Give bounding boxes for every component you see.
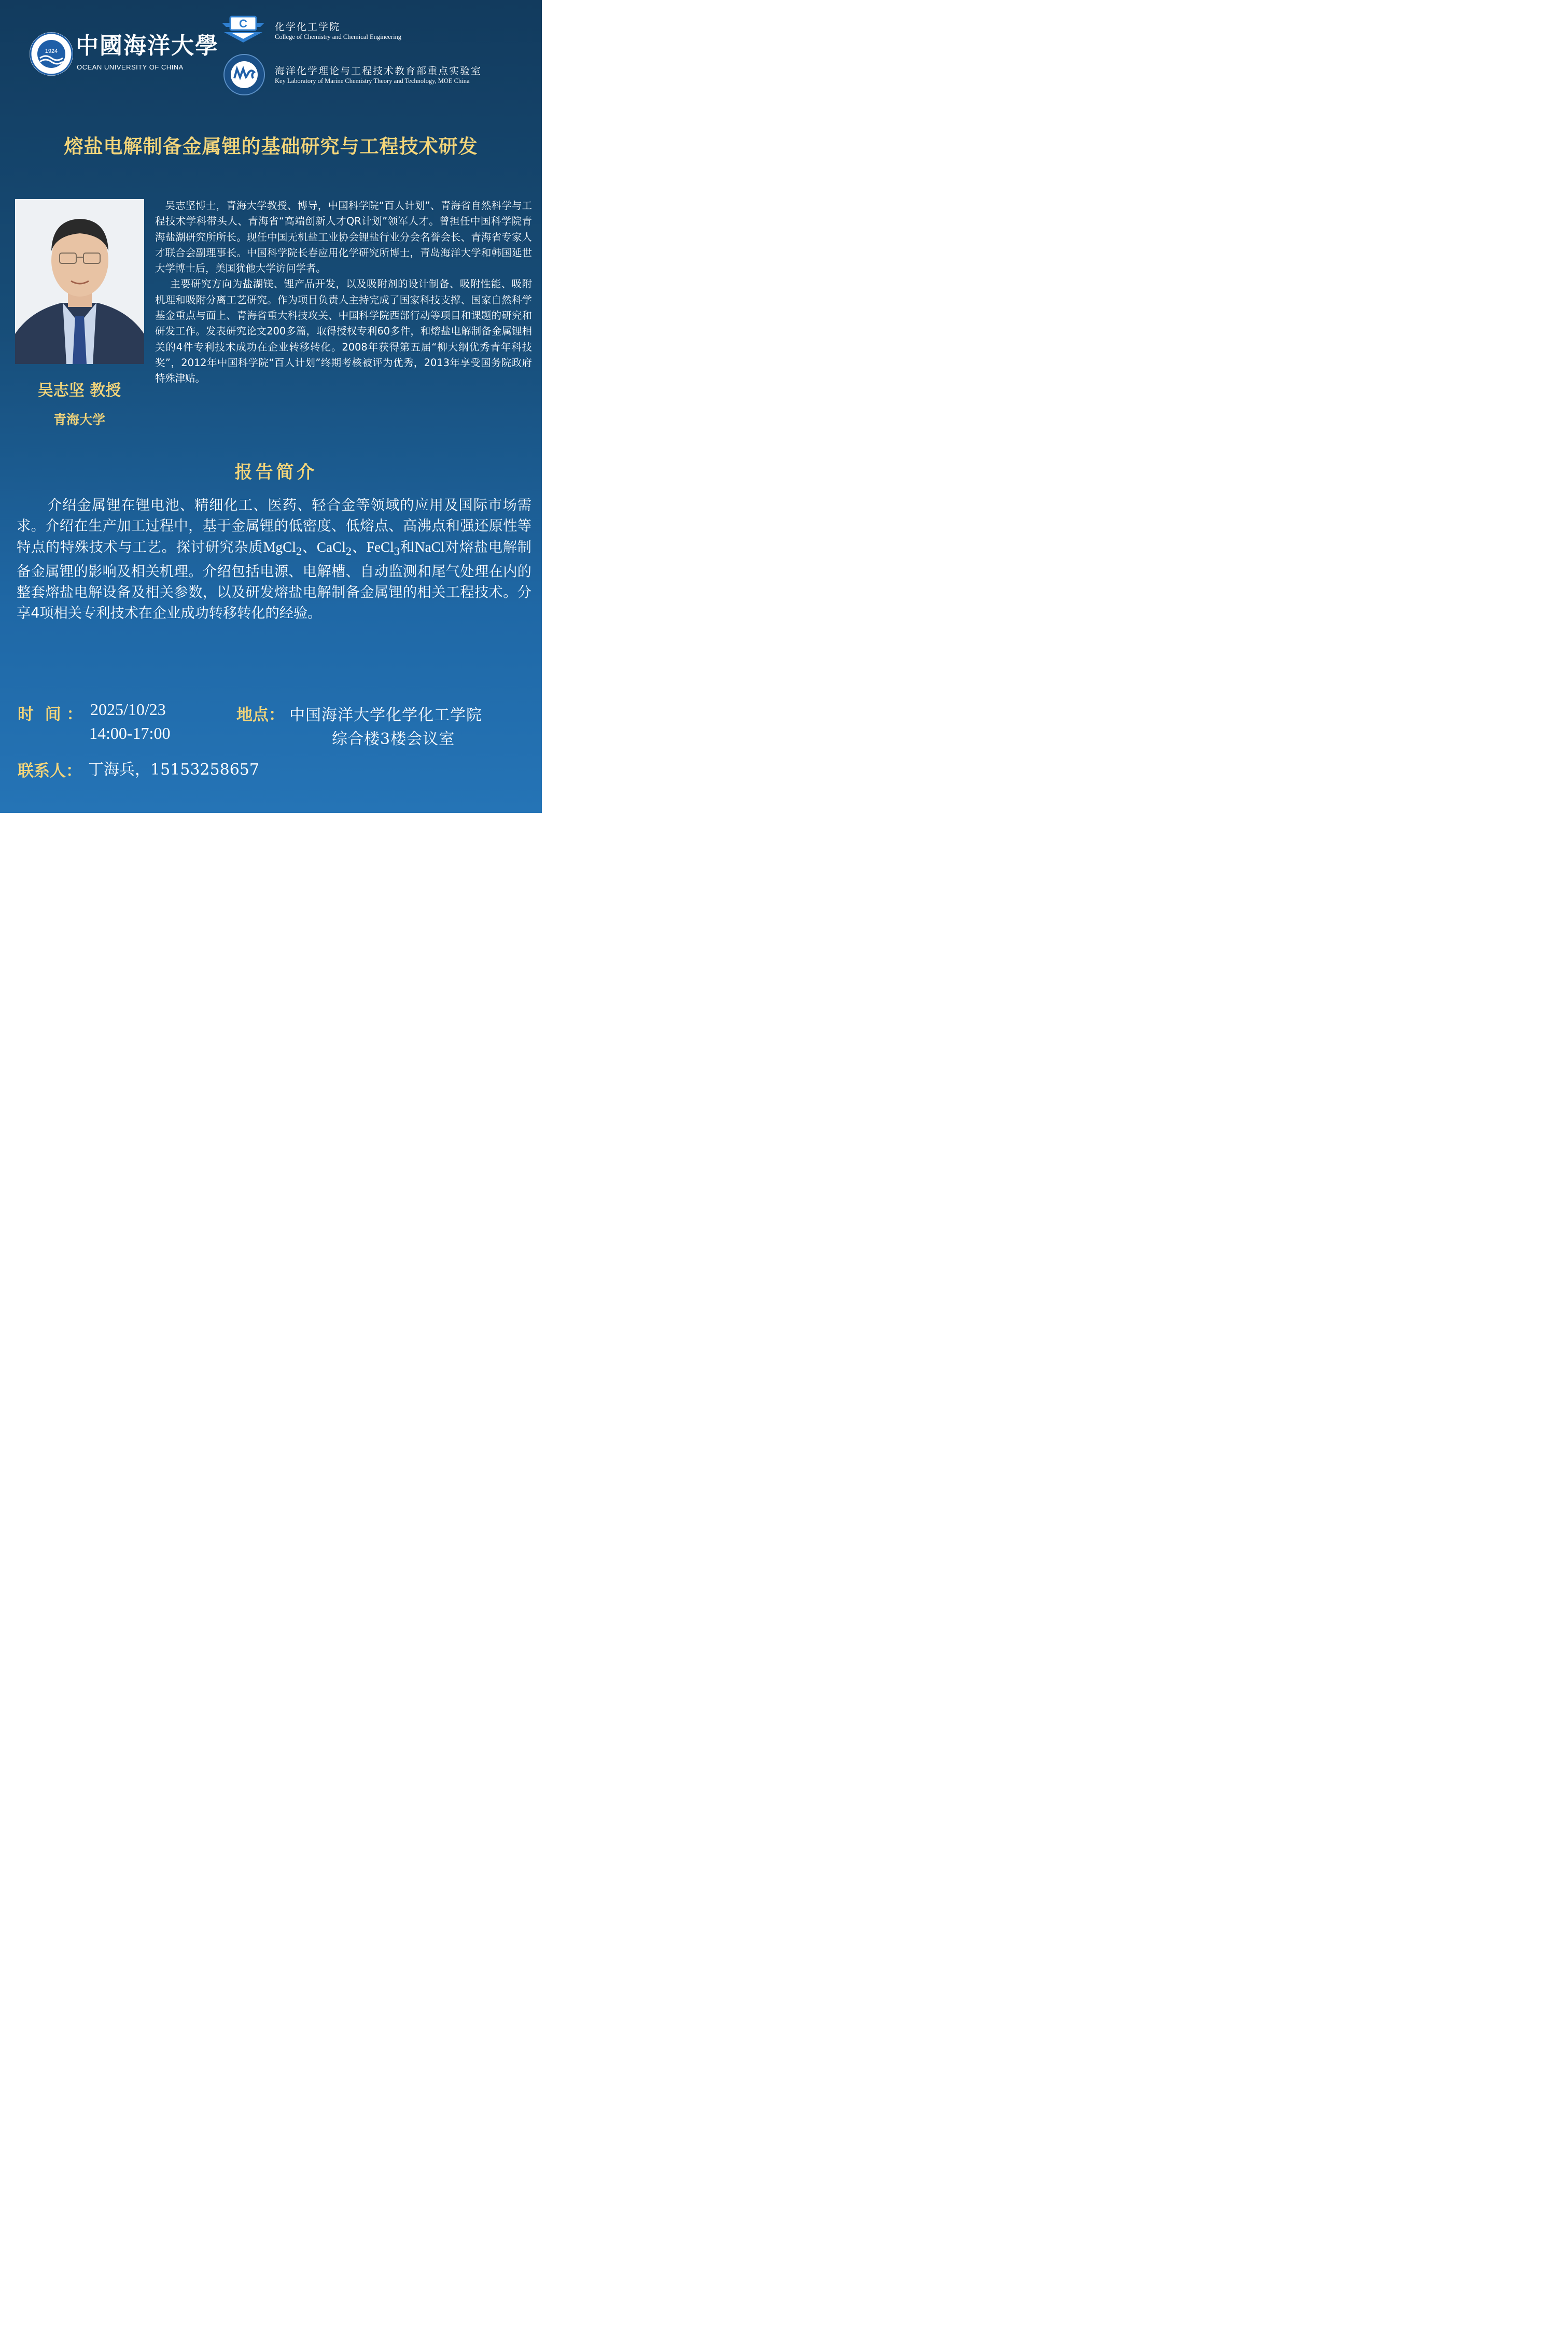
college-logo — [221, 16, 265, 47]
speaker-photo — [15, 199, 144, 364]
lecture-title: 熔盐电解制备金属锂的基础研究与工程技术研发 — [64, 135, 478, 158]
separator: 和 — [400, 539, 415, 555]
formula-nacl: NaCl — [414, 539, 445, 555]
contact-label: 联系人： — [18, 762, 82, 780]
location-line-1: 中国海洋大学化学化工学院 — [289, 706, 482, 724]
abstract-text-part-1: 介绍金属锂在锂电池、精细化工、医药、轻合金等领域的应用及国际市场需求。介绍在生产加工过程中，基于金属锂的低密度、低熔点、高沸点和强还原性等特点的特殊技术与工艺。探讨研究杂质 — [17, 497, 531, 555]
speaker-portrait-icon — [15, 199, 144, 364]
bio-paragraph-2: 主要研究方向为盐湖镁、锂产品开发，以及吸附剂的设计制备、吸附性能、吸附机理和吸附分离工艺研究。作为项目负责人主持完成了国家科技支撑、国家自然科学基金重点与面上、青海省重大科技攻关、中国科学院西部行动等项目和课题的研究和研发工作。发表研究论文200多篇，取得授权专利60多件，和熔盐电解制备金属锂相关的4件专利技术成功在企业转移转化。2008年获得第五届“柳大纲优秀青年科技奖”，2012年中国科学院“百人计划”终期考核被评为优秀，2013年享受国务院政府特殊津贴。 — [155, 278, 532, 385]
abstract-text-part-2: 对熔盐电解制备金属锂的影响及相关机理。介绍包括电源、电解槽、自动监测和尾气处理在内的整套熔盐电解设备及相关参数，以及研发熔盐电解制备金属锂的相关工程技术。分享4项相关专利技术在企业成功转移转化的经验。 — [17, 539, 531, 622]
poster — [0, 0, 542, 813]
college-name-cn: 化学化工学院 — [275, 21, 341, 33]
abstract-heading: 报告简介 — [234, 462, 318, 483]
lab-emblem-icon — [223, 53, 265, 96]
seal-year: 1924 — [45, 48, 58, 54]
svg-text:C: C — [239, 17, 247, 30]
formula-fecl3: FeCl$_3$ — [366, 539, 400, 558]
separator: 、 — [302, 539, 317, 555]
formula-cacl2: CaCl$_2$ — [316, 539, 352, 558]
contact-value: 丁海兵，15153258657 — [88, 761, 259, 779]
lab-name-en: Key Laboratory of Marine Chemistry Theory and Technology, MOE China — [275, 77, 470, 85]
bio-paragraph-1: 吴志坚博士，青海大学教授、博导，中国科学院“百人计划”、青海省自然科学与工程技术学科带头人、青海省“高端创新人才QR计划”领军人才。曾担任中国科学院青海盐湖研究所所长。现任中国无机盐工业协会锂盐行业分会名誉会长、青海省专家人才联合会副理事长。中国科学院长春应用化学研究所博士，青岛海洋大学和韩国延世大学博士后，美国犹他大学访问学者。 — [155, 200, 532, 275]
college-name-en: College of Chemistry and Chemical Engineering — [275, 33, 402, 40]
event-date: 2025/10/23 — [90, 700, 166, 719]
formula-mgcl2: MgCl$_2$ — [263, 539, 302, 558]
university-seal-logo — [30, 32, 73, 76]
university-name-en: OCEAN UNIVERSITY OF CHINA — [77, 63, 184, 71]
location-line-2: 综合楼3楼会议室 — [332, 730, 455, 748]
event-time-range: 14:00-17:00 — [89, 724, 171, 743]
lab-name-cn: 海洋化学理论与工程技术教育部重点实验室 — [275, 65, 482, 77]
seal-icon — [30, 32, 73, 76]
speaker-affiliation: 青海大学 — [53, 412, 105, 427]
separator: 、 — [352, 539, 367, 555]
speaker-bio — [155, 198, 532, 387]
speaker-name: 吴志坚 教授 — [37, 382, 121, 400]
college-emblem-icon — [221, 16, 265, 44]
abstract-text — [17, 495, 531, 624]
university-name-cn: 中國海洋大學 — [76, 33, 219, 59]
location-label: 地点： — [236, 706, 285, 724]
lab-logo — [223, 53, 265, 96]
time-label: 时 间 ： — [18, 705, 83, 724]
